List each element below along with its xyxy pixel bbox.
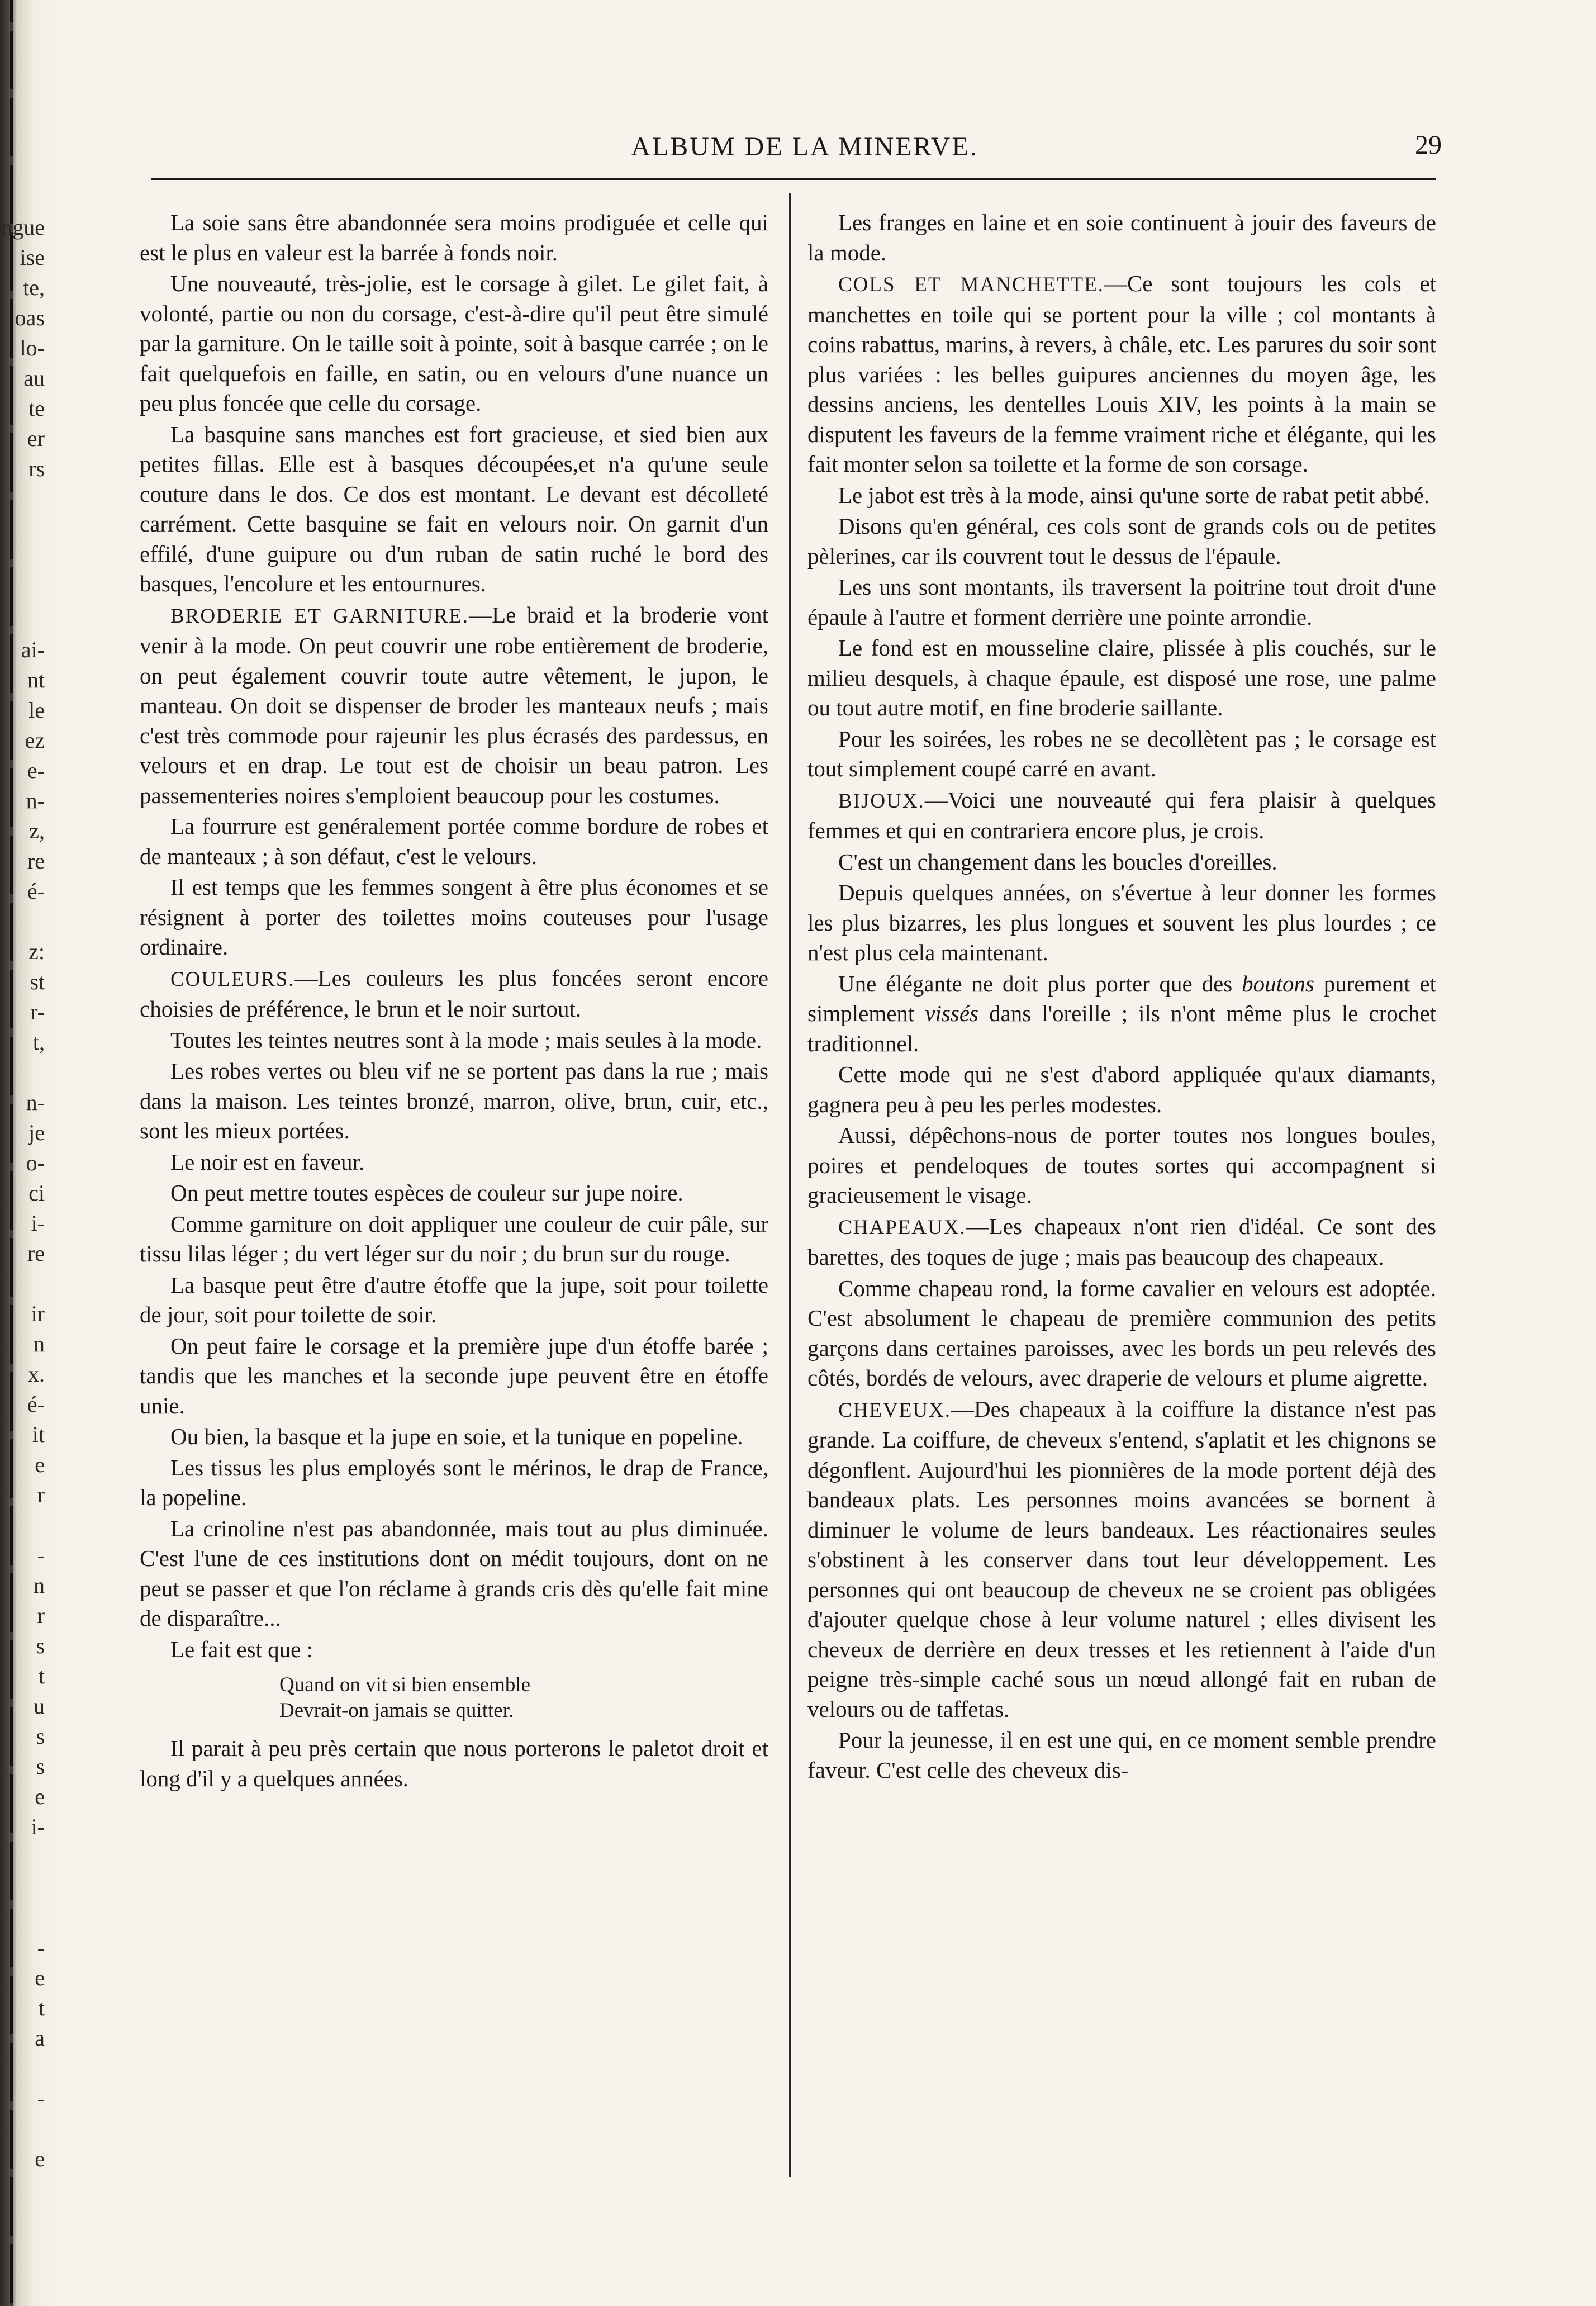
bleed-fragment: nt bbox=[27, 667, 45, 692]
bleed-fragment bbox=[0, 1902, 45, 1933]
paragraph: Une élégante ne doit plus porter que des boutons purement et simplement vissés dans l'oreille ; ils n'ont même plus le crochet traditionnel. bbox=[808, 970, 1437, 1056]
bleed-fragment: n bbox=[34, 1573, 45, 1598]
bleed-fragment: re bbox=[27, 1241, 45, 1266]
section-heading: BIJOUX. bbox=[838, 789, 925, 813]
page-header-title: ALBUM DE LA MINERVE. bbox=[631, 132, 978, 162]
bleed-fragment: rs bbox=[28, 456, 45, 481]
bleed-fragment: i- bbox=[31, 1814, 45, 1839]
paragraph: CHAPEAUX.—Les chapeaux n'ont rien d'idéal. Ce sont des barettes, des toques de juge ; mais pas beaucoup des chapeaux. bbox=[808, 1213, 1436, 1270]
paragraph: La fourrure est genéralement portée comme bordure de robes et de manteaux ; à son défaut, c'est le velours. bbox=[140, 813, 768, 869]
paragraph: La crinoline n'est pas abandonnée, mais tout au plus diminuée. C'est l'une de ces institutions dont on médit toujours, dont on ne peut se passer et que l'on réclame à grands cris dès qu'elle fait mine de disparaître... bbox=[140, 1515, 768, 1631]
paragraph: Aussi, dépêchons-nous de porter toutes nos longues boules, poires et pendeloques de toutes sortes qui accompagnent si gracieusement le visage. bbox=[808, 1122, 1436, 1208]
bleed-fragment: a bbox=[35, 2025, 45, 2051]
paragraph: La basquine sans manches est fort gracieuse, et sied bien aux petites fillas. Elle est à basques découpées,et n'a qu'une seule couture dans le dos. Ce dos est montant. Le devant est décolleté carrément. Cette basquine se fait en velours noir. On garnit d'un effilé, d'une guipure ou d'un ruban de satin ruché le bord des basques, l'encolure et les entournures. bbox=[140, 421, 768, 596]
bleed-fragment: é- bbox=[27, 1392, 45, 1417]
bleed-fragment: ci bbox=[28, 1180, 45, 1206]
bleed-fragment: n- bbox=[26, 1090, 45, 1115]
column-divider bbox=[789, 193, 791, 2177]
bleed-fragment: je bbox=[28, 1120, 45, 1145]
paragraph: BIJOUX.—Voici une nouveauté qui fera plaisir à quelques femmes et qui en contrariera encore plus, je crois. bbox=[808, 786, 1436, 843]
bleed-fragment: t bbox=[38, 1663, 45, 1688]
paragraph: On peut mettre toutes espèces de couleur sur jupe noire. bbox=[170, 1180, 683, 1206]
bleed-fragment: x. bbox=[28, 1361, 45, 1387]
section-heading: COULEURS. bbox=[170, 967, 295, 991]
bleed-fragment bbox=[0, 1510, 45, 1540]
bleed-fragment bbox=[0, 2053, 45, 2084]
paragraph: Le jabot est très à la mode, ainsi qu'une sorte de rabat petit abbé. bbox=[838, 482, 1430, 508]
bleed-fragment bbox=[0, 605, 45, 635]
section-heading: CHEVEUX. bbox=[838, 1398, 952, 1422]
bleed-fragment: i- bbox=[31, 1211, 45, 1236]
paragraph: On peut faire le corsage et la première jupe d'un étoffe barée ; tandis que les manches et la seconde jupe peuvent être en étoffe unie. bbox=[140, 1332, 768, 1418]
bleed-fragment: é- bbox=[27, 879, 45, 904]
bleed-fragment: s bbox=[36, 1633, 45, 1658]
bleed-fragment: e- bbox=[27, 758, 45, 783]
verse-line: Devrait-on jamais se quitter. bbox=[279, 1699, 514, 1722]
bleed-fragment bbox=[0, 514, 45, 544]
bleed-fragment: - bbox=[37, 1543, 45, 1568]
bleed-fragment: e bbox=[35, 2146, 45, 2171]
bleed-fragment: ngue bbox=[1, 215, 45, 240]
paragraph: COULEURS.—Les couleurs les plus foncées seront encore choisies de préférence, le brun et le noir surtout. bbox=[140, 965, 768, 1022]
bleed-fragment bbox=[0, 484, 45, 514]
paragraph: Cette mode qui ne s'est d'abord appliquée qu'aux diamants, gagnera peu à peu les perles modestes. bbox=[808, 1061, 1436, 1117]
bleed-fragment: r bbox=[37, 1482, 45, 1507]
bleed-fragment: n bbox=[34, 1331, 45, 1356]
paragraph: Disons qu'en général, ces cols sont de grands cols ou de petites pèlerines, car ils couvrent tout le dessus de l'épaule. bbox=[808, 513, 1436, 569]
bleed-fragment: o- bbox=[26, 1150, 45, 1175]
bleed-fragment: te bbox=[28, 396, 45, 421]
bleed-fragment: e bbox=[35, 1965, 45, 1990]
bleed-fragment bbox=[0, 1057, 45, 1088]
bleed-fragment: u bbox=[34, 1693, 45, 1719]
bleed-fragment bbox=[0, 575, 45, 605]
paragraph: Comme chapeau rond, la forme cavalier en velours est adoptée. C'est absolument le chapeau de première communion des petits garçons dans certaines paroisses, avec les bords un peu relevés des côtés, bordés de velours, avec draperie de velours et plume aigrette. bbox=[808, 1275, 1436, 1391]
left-column bbox=[140, 208, 768, 1795]
bleed-fragment: lo- bbox=[20, 335, 45, 360]
paragraph: Pour les soirées, les robes ne se decollètent pas ; le corsage est tout simplement coupé carré en avant. bbox=[808, 725, 1436, 781]
paragraph: Il est temps que les femmes songent à être plus économes et se résignent à porter des toilettes moins couteuses pour l'usage ordinaire. bbox=[140, 874, 768, 960]
bleed-fragment: oas bbox=[15, 305, 45, 330]
paragraph: La basque peut être d'autre étoffe que la jupe, soit pour toilette de jour, soit pour toilette de soir. bbox=[140, 1271, 768, 1327]
paragraph: C'est un changement dans les boucles d'oreilles. bbox=[838, 848, 1277, 875]
bleed-fragment: e bbox=[35, 1784, 45, 1809]
bleed-fragment: t bbox=[38, 1995, 45, 2020]
previous-page-margin-bleed bbox=[0, 212, 45, 2280]
bleed-fragment: re bbox=[27, 848, 45, 874]
bleed-fragment: - bbox=[37, 2086, 45, 2111]
italic-term: vissés bbox=[925, 1000, 978, 1026]
section-heading: BRODERIE ET GARNITURE. bbox=[170, 604, 469, 628]
paragraph: La soie sans être abandonnée sera moins prodiguée et celle qui est le plus en valeur est la barrée à fonds noir. bbox=[140, 210, 768, 265]
paragraph: CHEVEUX.—Des chapeaux à la coiffure la distance n'est pas grande. La coiffure, de cheveux s'entend, s'aplatit et les chignons se dégonflent. Aujourd'hui les pionnières de la mode portent déjà des bandeaux plats. Les personnes moins avancées se bornent à diminuer le volume de leurs bandeaux. Les réactionaires seules s'obstinent à les conserver dans tout leur développement. Les personnes qui ont beaucoup de cheveux ne se croient pas obligées d'ajouter quelque chose à leur volume naturel ; elles divisent les cheveux de derrière en deux tresses et les retiennent à l'aide d'un peigne très-simple caché sous un nœud allongé fait en ruban de velours ou de taffetas. bbox=[808, 1396, 1436, 1722]
bleed-fragment: ez bbox=[25, 728, 45, 753]
paragraph: Depuis quelques années, on s'évertue à leur donner les formes les plus bizarres, les plus longues et souvent les plus lourdes ; ce n'est plus cela maintenant. bbox=[808, 880, 1436, 965]
paragraph: Le fond est en mousseline claire, plissée à plis couchés, sur le milieu desquels, à chaque épaule, est disposé une rose, une palme ou tout autre motif, en fine broderie saillante. bbox=[808, 635, 1436, 720]
paragraph: Pour la jeunesse, il en est une qui, en ce moment semble prendre faveur. C'est celle des cheveux dis- bbox=[808, 1727, 1436, 1783]
paragraph: Les franges en laine et en soie continuent à jouir des faveurs de la mode. bbox=[808, 210, 1436, 265]
verse-quote bbox=[140, 1672, 768, 1724]
paragraph: Comme garniture on doit appliquer une couleur de cuir pâle, sur tissu lilas léger ; du vert léger sur du noir ; du brun sur du rouge. bbox=[140, 1211, 768, 1266]
bleed-fragment: - bbox=[37, 1935, 45, 1960]
bleed-fragment: ai- bbox=[21, 637, 45, 662]
paragraph: Les tissus les plus employés sont le mérinos, le drap de France, la popeline. bbox=[140, 1454, 768, 1510]
bleed-fragment bbox=[0, 907, 45, 937]
bleed-fragment: e bbox=[35, 1452, 45, 1477]
verse-line: Quand on vit si bien ensemble bbox=[279, 1673, 531, 1696]
paragraph: Ou bien, la basque et la jupe en soie, et la tunique en popeline. bbox=[170, 1424, 743, 1449]
bleed-fragment bbox=[0, 1842, 45, 1872]
paragraph: Toutes les teintes neutres sont à la mode ; mais seules à la mode. bbox=[170, 1027, 762, 1053]
bleed-fragment: le bbox=[28, 698, 45, 723]
italic-term: boutons bbox=[1242, 970, 1314, 997]
bleed-fragment: r bbox=[37, 1603, 45, 1628]
bleed-fragment: ir bbox=[31, 1301, 45, 1326]
bleed-fragment: t, bbox=[32, 1029, 45, 1055]
bleed-fragment: ise bbox=[20, 245, 45, 270]
bleed-fragment bbox=[0, 544, 45, 575]
section-heading: COLS ET MANCHETTE. bbox=[838, 273, 1104, 296]
bleed-fragment: n- bbox=[26, 788, 45, 813]
bleed-fragment: st bbox=[30, 969, 45, 994]
bleed-fragment: au bbox=[23, 366, 45, 391]
page-number: 29 bbox=[1415, 130, 1442, 160]
paragraph: Les uns sont montants, ils traversent la poitrine tout droit d'une épaule à l'autre et forment derrière une pointe arrondie. bbox=[808, 574, 1436, 630]
bleed-fragment bbox=[0, 1269, 45, 1299]
bleed-fragment bbox=[0, 1872, 45, 1902]
right-column bbox=[808, 208, 1436, 1786]
paragraph: BRODERIE ET GARNITURE.—Le braid et la broderie vont venir à la mode. On peut couvrir une robe entièrement de broderie, on peut également couvrir toute autre vêtement, le jupon, le manteau. On doit se dispenser de broder les manteaux neufs ; mais c'est très commode pour rajeunir les plus écrasés des pardessus, en velours et en drap. Le tout est de choisir un beau patron. Les passementeries noires s'emploient beaucoup pour les costumes. bbox=[140, 601, 768, 808]
bleed-fragment bbox=[0, 2114, 45, 2144]
paragraph: Une nouveauté, très-jolie, est le corsage à gilet. Le gilet fait, à volonté, partie ou non du corsage, c'est-à-dire qu'il peut être simulé par la garniture. On le taille soit à pointe, soit à basque carrée ; on le fait quelquefois en faille, en satin, ou en velours d'une nuance un peu plus foncée que celle du corsage. bbox=[140, 271, 768, 416]
paragraph: Il parait à peu près certain que nous porterons le paletot droit et long d'il y a quelques années. bbox=[140, 1735, 768, 1791]
bleed-fragment: it bbox=[32, 1422, 45, 1447]
paragraph: Le fait est que : bbox=[170, 1636, 314, 1662]
paragraph: Le noir est en faveur. bbox=[170, 1149, 365, 1175]
bleed-fragment: er bbox=[27, 426, 45, 451]
bleed-fragment: te, bbox=[23, 275, 45, 300]
bleed-fragment: z: bbox=[28, 939, 45, 964]
bleed-fragment: s bbox=[36, 1724, 45, 1749]
header-rule bbox=[151, 178, 1436, 180]
bleed-fragment: r- bbox=[30, 999, 45, 1024]
section-heading: CHAPEAUX. bbox=[838, 1216, 966, 1239]
bleed-fragment: s bbox=[36, 1754, 45, 1779]
paragraph: COLS ET MANCHETTE.—Ce sont toujours les cols et manchettes en toile qui se portent pour la ville ; col montants à coins rabattus, marins, à revers, à châle, etc. Les parures du soir sont plus variées : les belles guipures anciennes du moyen âge, les dessins anciens, les dentelles Louis XIV, les points à la main se disputent les faveurs de la femme vraiment riche et élégante, qui les fait monter selon sa toilette et la forme de son corsage. bbox=[808, 271, 1436, 477]
bleed-fragment: z, bbox=[29, 818, 45, 843]
paragraph: Les robes vertes ou bleu vif ne se portent pas dans la rue ; mais dans la maison. Les teintes bronzé, marron, olive, brun, cuir, etc., sont les mieux portées. bbox=[140, 1058, 768, 1143]
